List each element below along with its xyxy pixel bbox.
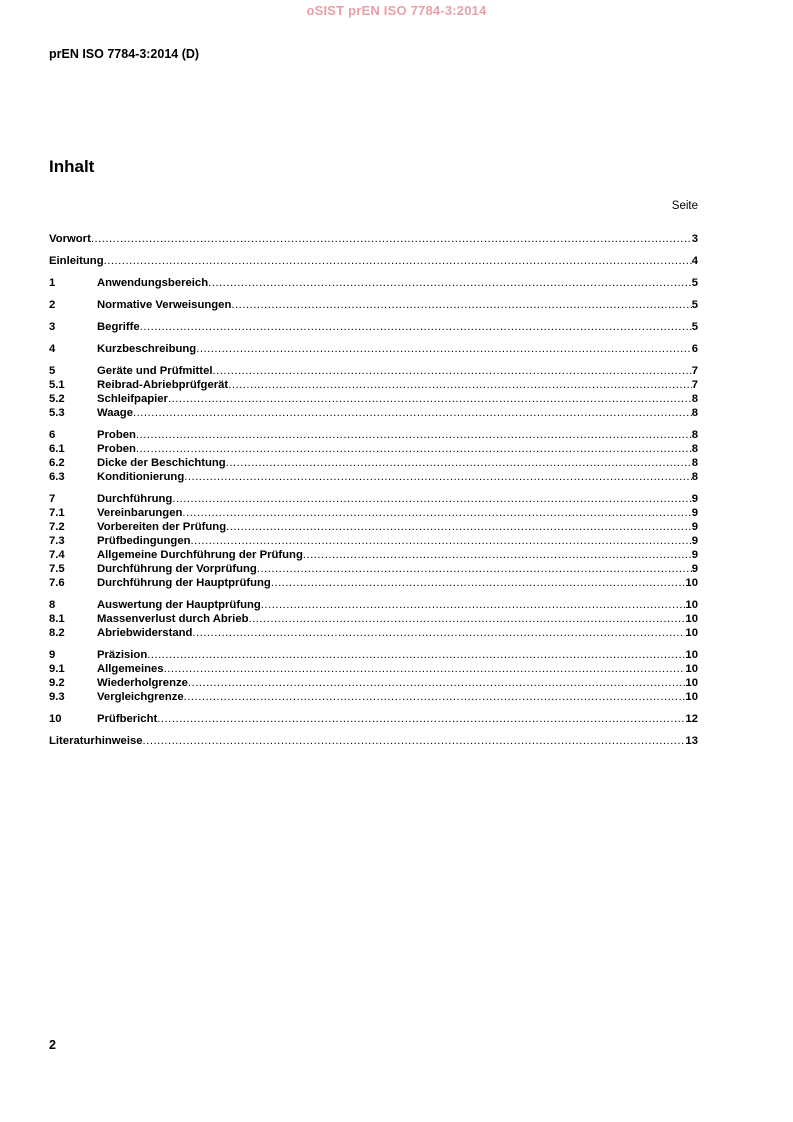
toc-entry[interactable] bbox=[49, 492, 698, 506]
toc-entry-title: Wiederholgrenze bbox=[97, 677, 188, 689]
toc-entry-title: Geräte und Prüfmittel bbox=[97, 365, 213, 377]
toc-entry[interactable] bbox=[49, 612, 698, 626]
toc-dot-leader bbox=[104, 254, 692, 268]
toc-dot-leader bbox=[136, 442, 692, 456]
toc-entry[interactable] bbox=[49, 562, 698, 576]
toc-entry-page: 10 bbox=[685, 599, 698, 611]
toc-dot-leader bbox=[228, 378, 692, 392]
toc-entry-title: Durchführung der Vorprüfung bbox=[97, 563, 257, 575]
toc-entry[interactable] bbox=[49, 648, 698, 662]
toc-entry-page: 9 bbox=[691, 521, 698, 533]
toc-entry-page: 7 bbox=[691, 379, 698, 391]
toc-entry-title: Abriebwiderstand bbox=[97, 627, 193, 639]
toc-group bbox=[49, 364, 698, 420]
toc-dot-leader bbox=[184, 690, 686, 704]
toc-entry-title: Einleitung bbox=[49, 255, 104, 267]
toc-entry[interactable] bbox=[49, 520, 698, 534]
toc-entry-title: Auswertung der Hauptprüfung bbox=[97, 599, 261, 611]
toc-entry-title: Präzision bbox=[97, 649, 148, 661]
toc-entry-number: 4 bbox=[49, 343, 56, 355]
toc-entry[interactable] bbox=[49, 598, 698, 612]
toc-entry-number: 6.2 bbox=[49, 457, 65, 469]
toc-group bbox=[49, 648, 698, 704]
toc-entry-page: 10 bbox=[685, 691, 698, 703]
toc-entry-title: Kurzbeschreibung bbox=[97, 343, 197, 355]
toc-group bbox=[49, 298, 698, 312]
toc-entry[interactable] bbox=[49, 392, 698, 406]
toc-entry-title: Prüfbedingungen bbox=[97, 535, 191, 547]
toc-entry-number: 7.4 bbox=[49, 549, 65, 561]
toc-group bbox=[49, 232, 698, 246]
toc-entry-page: 13 bbox=[685, 735, 698, 747]
toc-entry-title: Literaturhinweise bbox=[49, 735, 143, 747]
toc-dot-leader bbox=[191, 534, 692, 548]
toc-entry-title: Proben bbox=[97, 443, 136, 455]
toc-dot-leader bbox=[147, 648, 685, 662]
toc-dot-leader bbox=[261, 598, 686, 612]
toc-entry-page: 9 bbox=[691, 535, 698, 547]
toc-entry-title: Konditionierung bbox=[97, 471, 185, 483]
toc-dot-leader bbox=[164, 662, 686, 676]
toc-entry[interactable] bbox=[49, 626, 698, 640]
toc-entry-number: 8.1 bbox=[49, 613, 65, 625]
toc-dot-leader bbox=[140, 320, 692, 334]
toc-dot-leader bbox=[143, 734, 686, 748]
toc-dot-leader bbox=[184, 470, 691, 484]
toc-dot-leader bbox=[168, 392, 692, 406]
toc-entry[interactable] bbox=[49, 548, 698, 562]
toc-group bbox=[49, 712, 698, 726]
toc-group bbox=[49, 492, 698, 590]
toc-entry-number: 6.3 bbox=[49, 471, 65, 483]
toc-dot-leader bbox=[136, 428, 692, 442]
toc-entry-number: 10 bbox=[49, 713, 62, 725]
toc-entry-page: 10 bbox=[685, 613, 698, 625]
toc-entry-title: Massenverlust durch Abrieb bbox=[97, 613, 249, 625]
toc-entry-page: 12 bbox=[685, 713, 698, 725]
toc-entry-number: 8.2 bbox=[49, 627, 65, 639]
toc-entry-title: Vereinbarungen bbox=[97, 507, 183, 519]
toc-entry-page: 10 bbox=[685, 627, 698, 639]
toc-entry[interactable] bbox=[49, 378, 698, 392]
toc-dot-leader bbox=[196, 342, 692, 356]
toc-entry-number: 3 bbox=[49, 321, 56, 333]
toc-heading: Inhalt bbox=[49, 157, 95, 176]
toc-entry[interactable] bbox=[49, 428, 698, 442]
toc-entry-number: 7.6 bbox=[49, 577, 65, 589]
toc-entry-number: 9.2 bbox=[49, 677, 65, 689]
toc-entry-page: 9 bbox=[691, 563, 698, 575]
toc-entry-number: 9 bbox=[49, 649, 56, 661]
toc-entry-number: 6.1 bbox=[49, 443, 65, 455]
toc-group bbox=[49, 254, 698, 268]
toc-entry[interactable] bbox=[49, 276, 698, 290]
toc-entry-title: Anwendungsbereich bbox=[97, 277, 209, 289]
toc-entry-page: 6 bbox=[691, 343, 698, 355]
toc-dot-leader bbox=[157, 712, 685, 726]
toc-entry-title: Vorbereiten der Prüfung bbox=[97, 521, 227, 533]
toc-entry[interactable] bbox=[49, 342, 698, 356]
toc-entry-title: Reibrad-Abriebprüfgerät bbox=[97, 379, 229, 391]
toc-entry-number: 5.2 bbox=[49, 393, 65, 405]
toc-entry-number: 5 bbox=[49, 365, 56, 377]
toc-dot-leader bbox=[271, 576, 686, 590]
toc-entry[interactable] bbox=[49, 254, 698, 268]
toc-entry-page: 8 bbox=[691, 471, 698, 483]
toc-entry-number: 6 bbox=[49, 429, 56, 441]
toc-entry-title: Schleifpapier bbox=[97, 393, 168, 405]
toc-dot-leader bbox=[213, 364, 692, 378]
toc-entry[interactable] bbox=[49, 232, 698, 246]
toc-entry[interactable] bbox=[49, 442, 698, 456]
toc-entry-number: 5.3 bbox=[49, 407, 65, 419]
toc-dot-leader bbox=[226, 520, 692, 534]
toc-entry-page: 8 bbox=[691, 407, 698, 419]
toc-entry-number: 1 bbox=[49, 277, 56, 289]
watermark: oSIST prEN ISO 7784-3:2014 bbox=[306, 3, 487, 18]
toc-entry-page: 9 bbox=[691, 507, 698, 519]
toc-entry-title: Begriffe bbox=[97, 321, 140, 333]
toc-dot-leader bbox=[91, 232, 692, 246]
toc-entry-title: Waage bbox=[97, 407, 133, 419]
toc-dot-leader bbox=[226, 456, 692, 470]
toc-entry-number: 9.1 bbox=[49, 663, 65, 675]
toc-group bbox=[49, 734, 698, 748]
toc-entry-page: 7 bbox=[691, 365, 698, 377]
toc-group bbox=[49, 342, 698, 356]
toc-entry[interactable] bbox=[49, 320, 698, 334]
toc-entry[interactable] bbox=[49, 364, 698, 378]
toc-entry-number: 9.3 bbox=[49, 691, 65, 703]
toc-entry-title: Normative Verweisungen bbox=[97, 299, 232, 311]
toc-entry-page: 5 bbox=[691, 321, 698, 333]
toc-entry-title: Prüfbericht bbox=[97, 713, 158, 725]
page-number: 2 bbox=[49, 1038, 56, 1052]
toc-entry-page: 8 bbox=[691, 429, 698, 441]
toc-group bbox=[49, 598, 698, 640]
toc-entry[interactable] bbox=[49, 506, 698, 520]
document-id: prEN ISO 7784-3:2014 (D) bbox=[49, 47, 200, 61]
toc-entry-page: 10 bbox=[685, 677, 698, 689]
toc-dot-leader bbox=[303, 548, 692, 562]
toc-dot-leader bbox=[257, 562, 692, 576]
toc-entry[interactable] bbox=[49, 298, 698, 312]
toc-dot-leader bbox=[231, 298, 691, 312]
toc-dot-leader bbox=[172, 492, 691, 506]
toc-entry-number: 8 bbox=[49, 599, 56, 611]
toc-entry-title: Proben bbox=[97, 429, 136, 441]
toc-dot-leader bbox=[182, 506, 691, 520]
toc-dot-leader bbox=[188, 676, 686, 690]
toc-entry-page: 9 bbox=[691, 493, 698, 505]
toc-entry-page: 8 bbox=[691, 443, 698, 455]
toc-entry-page: 5 bbox=[691, 277, 698, 289]
toc-group bbox=[49, 276, 698, 290]
toc-entry-number: 7.3 bbox=[49, 535, 65, 547]
toc-entry-title: Vergleichgrenze bbox=[97, 691, 184, 703]
toc-entry[interactable] bbox=[49, 576, 698, 590]
toc-entry[interactable] bbox=[49, 406, 698, 420]
toc-entry[interactable] bbox=[49, 470, 698, 484]
toc-entry-title: Durchführung bbox=[97, 493, 173, 505]
toc-entry[interactable] bbox=[49, 734, 698, 748]
toc-entry-title: Dicke der Beschichtung bbox=[97, 457, 226, 469]
toc-dot-leader bbox=[192, 626, 685, 640]
toc-entry-page: 5 bbox=[691, 299, 698, 311]
toc-entry-page: 10 bbox=[685, 663, 698, 675]
toc-entry[interactable] bbox=[49, 712, 698, 726]
toc-entry-page: 4 bbox=[691, 255, 698, 267]
toc-entry[interactable] bbox=[49, 456, 698, 470]
page-column-label: Seite bbox=[671, 200, 698, 212]
toc-entry-number: 5.1 bbox=[49, 379, 65, 391]
toc-entry-page: 9 bbox=[691, 549, 698, 561]
toc-entry-title: Durchführung der Hauptprüfung bbox=[97, 577, 271, 589]
toc-entry-number: 7.1 bbox=[49, 507, 65, 519]
toc-entry[interactable] bbox=[49, 662, 698, 676]
toc-entry-page: 8 bbox=[691, 393, 698, 405]
toc-entry-title: Vorwort bbox=[49, 233, 91, 245]
toc-entry[interactable] bbox=[49, 534, 698, 548]
toc-group bbox=[49, 428, 698, 484]
toc-entry-page: 10 bbox=[685, 649, 698, 661]
toc-dot-leader bbox=[208, 276, 692, 290]
toc-entry-number: 7.5 bbox=[49, 563, 65, 575]
toc-entry-page: 3 bbox=[691, 233, 698, 245]
toc-group bbox=[49, 320, 698, 334]
toc-entry-title: Allgemeine Durchführung der Prüfung bbox=[97, 549, 303, 561]
table-of-contents bbox=[49, 232, 698, 756]
toc-entry-number: 2 bbox=[49, 299, 56, 311]
toc-dot-leader bbox=[133, 406, 692, 420]
toc-entry-number: 7.2 bbox=[49, 521, 65, 533]
toc-entry[interactable] bbox=[49, 690, 698, 704]
toc-entry-number: 7 bbox=[49, 493, 56, 505]
toc-entry-page: 10 bbox=[685, 577, 698, 589]
toc-dot-leader bbox=[249, 612, 686, 626]
toc-entry[interactable] bbox=[49, 676, 698, 690]
toc-entry-title: Allgemeines bbox=[97, 663, 164, 675]
toc-entry-page: 8 bbox=[691, 457, 698, 469]
